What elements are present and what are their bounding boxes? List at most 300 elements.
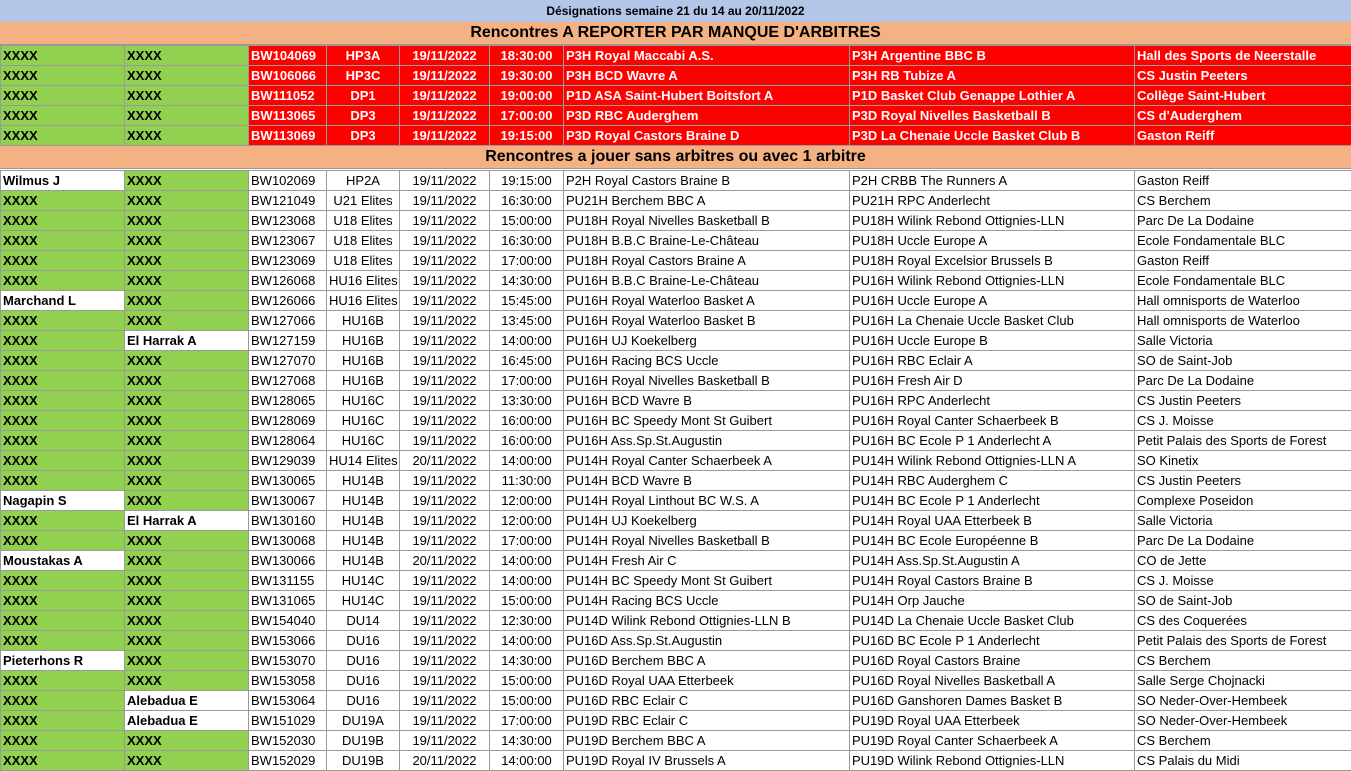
cell-cat: HU14B xyxy=(327,471,400,491)
cell-away: PU16H Uccle Europe B xyxy=(850,331,1135,351)
cell-ref2: XXXX xyxy=(125,491,249,511)
cell-date: 19/11/2022 xyxy=(400,631,490,651)
cell-cat: HU16C xyxy=(327,411,400,431)
cell-date: 19/11/2022 xyxy=(400,711,490,731)
cell-time: 17:00:00 xyxy=(490,106,564,126)
cell-home: PU16H Racing BCS Uccle xyxy=(564,351,850,371)
cell-date: 19/11/2022 xyxy=(400,591,490,611)
cell-date: 19/11/2022 xyxy=(400,251,490,271)
cell-time: 14:00:00 xyxy=(490,331,564,351)
cell-ref1: XXXX xyxy=(1,411,125,431)
cell-away: PU18H Uccle Europe A xyxy=(850,231,1135,251)
cell-home: P3D Royal Castors Braine D xyxy=(564,126,850,146)
cell-ref1: XXXX xyxy=(1,691,125,711)
cell-date: 19/11/2022 xyxy=(400,291,490,311)
cell-cat: U18 Elites xyxy=(327,251,400,271)
cell-code: BW127070 xyxy=(249,351,327,371)
cell-ref2: XXXX xyxy=(125,411,249,431)
cell-venue: Parc De La Dodaine xyxy=(1135,371,1351,391)
cell-cat: HP3A xyxy=(327,46,400,66)
cell-ref2: XXXX xyxy=(125,351,249,371)
cell-venue: Salle Victoria xyxy=(1135,511,1351,531)
cell-home: PU16H BC Speedy Mont St Guibert xyxy=(564,411,850,431)
match-row xyxy=(1,451,1351,471)
cell-code: BW111052 xyxy=(249,86,327,106)
cell-time: 17:00:00 xyxy=(490,371,564,391)
cell-venue: Ecole Fondamentale BLC xyxy=(1135,231,1351,251)
cell-cat: U18 Elites xyxy=(327,211,400,231)
cell-time: 14:00:00 xyxy=(490,631,564,651)
cell-home: PU19D RBC Eclair C xyxy=(564,711,850,731)
cell-ref2: XXXX xyxy=(125,731,249,751)
cell-ref1: XXXX xyxy=(1,271,125,291)
cell-code: BW127068 xyxy=(249,371,327,391)
cell-home: PU16H B.B.C Braine-Le-Château xyxy=(564,271,850,291)
cell-cat: HU14B xyxy=(327,511,400,531)
cell-ref1: XXXX xyxy=(1,106,125,126)
cell-venue: Parc De La Dodaine xyxy=(1135,211,1351,231)
cell-home: PU16D RBC Eclair C xyxy=(564,691,850,711)
cell-ref1: XXXX xyxy=(1,431,125,451)
cell-date: 19/11/2022 xyxy=(400,651,490,671)
cell-venue: Petit Palais des Sports de Forest xyxy=(1135,631,1351,651)
cell-time: 14:00:00 xyxy=(490,451,564,471)
cell-home: PU16D Ass.Sp.St.Augustin xyxy=(564,631,850,651)
match-row xyxy=(1,311,1351,331)
cell-away: PU16D Royal Castors Braine xyxy=(850,651,1135,671)
cell-date: 19/11/2022 xyxy=(400,311,490,331)
cell-away: PU14H Wilink Rebond Ottignies-LLN A xyxy=(850,451,1135,471)
cell-home: PU16H BCD Wavre B xyxy=(564,391,850,411)
cell-date: 19/11/2022 xyxy=(400,391,490,411)
cell-ref2: XXXX xyxy=(125,391,249,411)
cell-cat: DP3 xyxy=(327,106,400,126)
cell-ref1: XXXX xyxy=(1,311,125,331)
cell-venue: CS des Coquerées xyxy=(1135,611,1351,631)
cell-time: 12:30:00 xyxy=(490,611,564,631)
cell-away: PU16D Royal Nivelles Basketball A xyxy=(850,671,1135,691)
match-row xyxy=(1,471,1351,491)
cell-code: BW131065 xyxy=(249,591,327,611)
cell-ref1: XXXX xyxy=(1,671,125,691)
cell-date: 19/11/2022 xyxy=(400,671,490,691)
match-row xyxy=(1,631,1351,651)
cell-date: 19/11/2022 xyxy=(400,531,490,551)
cell-away: PU19D Royal Canter Schaerbeek A xyxy=(850,731,1135,751)
cell-code: BW106066 xyxy=(249,66,327,86)
cell-home: PU14H BC Speedy Mont St Guibert xyxy=(564,571,850,591)
cell-ref2: XXXX xyxy=(125,631,249,651)
cell-cat: HP2A xyxy=(327,171,400,191)
cell-time: 12:00:00 xyxy=(490,491,564,511)
match-row xyxy=(1,611,1351,631)
postponed-row xyxy=(1,66,1351,86)
match-row xyxy=(1,251,1351,271)
postponed-row xyxy=(1,106,1351,126)
cell-code: BW126068 xyxy=(249,271,327,291)
cell-away: PU16H RBC Eclair A xyxy=(850,351,1135,371)
cell-ref2: Alebadua E xyxy=(125,711,249,731)
cell-code: BW129039 xyxy=(249,451,327,471)
cell-ref2: XXXX xyxy=(125,171,249,191)
cell-time: 15:00:00 xyxy=(490,211,564,231)
cell-code: BW113069 xyxy=(249,126,327,146)
cell-date: 19/11/2022 xyxy=(400,191,490,211)
cell-date: 19/11/2022 xyxy=(400,126,490,146)
cell-home: PU14H Royal Linthout BC W.S. A xyxy=(564,491,850,511)
match-row xyxy=(1,551,1351,571)
cell-venue: CS Berchem xyxy=(1135,731,1351,751)
cell-home: PU18H Royal Castors Braine A xyxy=(564,251,850,271)
cell-home: PU16D Berchem BBC A xyxy=(564,651,850,671)
cell-code: BW153070 xyxy=(249,651,327,671)
cell-code: BW121049 xyxy=(249,191,327,211)
cell-away: PU16H Fresh Air D xyxy=(850,371,1135,391)
cell-cat: DU14 xyxy=(327,611,400,631)
cell-ref2: XXXX xyxy=(125,251,249,271)
cell-venue: Salle Serge Chojnacki xyxy=(1135,671,1351,691)
cell-cat: DU16 xyxy=(327,651,400,671)
cell-venue: SO Neder-Over-Hembeek xyxy=(1135,691,1351,711)
cell-away: PU16H BC Ecole P 1 Anderlecht A xyxy=(850,431,1135,451)
cell-venue: CS d'Auderghem xyxy=(1135,106,1351,126)
cell-ref1: XXXX xyxy=(1,711,125,731)
cell-code: BW151029 xyxy=(249,711,327,731)
match-row xyxy=(1,291,1351,311)
cell-cat: HU16B xyxy=(327,311,400,331)
cell-ref1: XXXX xyxy=(1,331,125,351)
cell-time: 16:30:00 xyxy=(490,231,564,251)
cell-home: PU16H Ass.Sp.St.Augustin xyxy=(564,431,850,451)
match-row xyxy=(1,271,1351,291)
cell-ref2: XXXX xyxy=(125,451,249,471)
cell-away: PU21H RPC Anderlecht xyxy=(850,191,1135,211)
cell-date: 19/11/2022 xyxy=(400,231,490,251)
cell-time: 14:30:00 xyxy=(490,271,564,291)
cell-away: PU14H BC Ecole P 1 Anderlecht xyxy=(850,491,1135,511)
cell-code: BW104069 xyxy=(249,46,327,66)
cell-away: PU19D Royal UAA Etterbeek xyxy=(850,711,1135,731)
cell-time: 19:15:00 xyxy=(490,171,564,191)
cell-ref2: XXXX xyxy=(125,431,249,451)
cell-code: BW130065 xyxy=(249,471,327,491)
cell-time: 14:00:00 xyxy=(490,571,564,591)
cell-away: PU14H Ass.Sp.St.Augustin A xyxy=(850,551,1135,571)
cell-date: 20/11/2022 xyxy=(400,551,490,571)
cell-ref1: XXXX xyxy=(1,86,125,106)
cell-away: PU18H Wilink Rebond Ottignies-LLN xyxy=(850,211,1135,231)
cell-time: 18:30:00 xyxy=(490,46,564,66)
cell-home: PU14H UJ Koekelberg xyxy=(564,511,850,531)
cell-ref2: XXXX xyxy=(125,106,249,126)
cell-date: 19/11/2022 xyxy=(400,66,490,86)
postponed-table xyxy=(0,45,1351,146)
cell-date: 19/11/2022 xyxy=(400,431,490,451)
cell-date: 20/11/2022 xyxy=(400,751,490,771)
cell-venue: Complexe Poseidon xyxy=(1135,491,1351,511)
postponed-row xyxy=(1,46,1351,66)
cell-home: PU14H Fresh Air C xyxy=(564,551,850,571)
cell-cat: DU16 xyxy=(327,691,400,711)
cell-home: P2H Royal Castors Braine B xyxy=(564,171,850,191)
cell-cat: DU19B xyxy=(327,731,400,751)
cell-away: PU16H Wilink Rebond Ottignies-LLN xyxy=(850,271,1135,291)
cell-time: 17:00:00 xyxy=(490,711,564,731)
cell-time: 19:30:00 xyxy=(490,66,564,86)
cell-away: PU14H Royal Castors Braine B xyxy=(850,571,1135,591)
cell-date: 19/11/2022 xyxy=(400,611,490,631)
cell-venue: SO Kinetix xyxy=(1135,451,1351,471)
cell-time: 19:15:00 xyxy=(490,126,564,146)
cell-cat: HU16C xyxy=(327,431,400,451)
cell-date: 19/11/2022 xyxy=(400,271,490,291)
cell-date: 20/11/2022 xyxy=(400,451,490,471)
cell-date: 19/11/2022 xyxy=(400,211,490,231)
cell-code: BW123068 xyxy=(249,211,327,231)
cell-venue: CS J. Moisse xyxy=(1135,571,1351,591)
cell-ref2: XXXX xyxy=(125,66,249,86)
cell-away: P3H Argentine BBC B xyxy=(850,46,1135,66)
cell-cat: HU14B xyxy=(327,491,400,511)
cell-venue: Gaston Reiff xyxy=(1135,251,1351,271)
section-postponed-title: Rencontres A REPORTER PAR MANQUE D'ARBITRES xyxy=(0,22,1351,45)
cell-cat: HU14C xyxy=(327,591,400,611)
cell-ref2: XXXX xyxy=(125,311,249,331)
cell-cat: HU14B xyxy=(327,551,400,571)
cell-time: 13:45:00 xyxy=(490,311,564,331)
cell-date: 19/11/2022 xyxy=(400,471,490,491)
cell-ref2: Alebadua E xyxy=(125,691,249,711)
cell-cat: HU14 Elites xyxy=(327,451,400,471)
cell-home: PU16H Royal Waterloo Basket A xyxy=(564,291,850,311)
cell-cat: HU16 Elites xyxy=(327,291,400,311)
cell-home: PU18H B.B.C Braine-Le-Château xyxy=(564,231,850,251)
cell-venue: Hall des Sports de Neerstalle xyxy=(1135,46,1351,66)
cell-venue: CO de Jette xyxy=(1135,551,1351,571)
cell-away: PU14H BC Ecole Européenne B xyxy=(850,531,1135,551)
cell-ref1: XXXX xyxy=(1,511,125,531)
cell-ref1: Nagapin S xyxy=(1,491,125,511)
cell-home: PU14H Royal Nivelles Basketball B xyxy=(564,531,850,551)
cell-ref2: XXXX xyxy=(125,531,249,551)
cell-time: 13:30:00 xyxy=(490,391,564,411)
match-row xyxy=(1,351,1351,371)
match-row xyxy=(1,371,1351,391)
cell-ref1: XXXX xyxy=(1,631,125,651)
cell-time: 15:00:00 xyxy=(490,671,564,691)
match-row xyxy=(1,751,1351,771)
match-row xyxy=(1,191,1351,211)
cell-home: PU14H BCD Wavre B xyxy=(564,471,850,491)
cell-code: BW152030 xyxy=(249,731,327,751)
cell-away: PU16D Ganshoren Dames Basket B xyxy=(850,691,1135,711)
cell-home: P3D RBC Auderghem xyxy=(564,106,850,126)
cell-venue: SO de Saint-Job xyxy=(1135,591,1351,611)
cell-cat: DU19A xyxy=(327,711,400,731)
cell-date: 19/11/2022 xyxy=(400,46,490,66)
cell-home: P3H Royal Maccabi A.S. xyxy=(564,46,850,66)
cell-code: BW127066 xyxy=(249,311,327,331)
cell-away: PU16H La Chenaie Uccle Basket Club xyxy=(850,311,1135,331)
cell-cat: DU16 xyxy=(327,631,400,651)
cell-ref2: XXXX xyxy=(125,611,249,631)
cell-cat: DU19B xyxy=(327,751,400,771)
cell-venue: Hall omnisports de Waterloo xyxy=(1135,291,1351,311)
cell-away: P3D Royal Nivelles Basketball B xyxy=(850,106,1135,126)
cell-ref1: Wilmus J xyxy=(1,171,125,191)
cell-venue: SO de Saint-Job xyxy=(1135,351,1351,371)
cell-date: 19/11/2022 xyxy=(400,571,490,591)
cell-ref1: XXXX xyxy=(1,191,125,211)
cell-date: 19/11/2022 xyxy=(400,106,490,126)
cell-home: P3H BCD Wavre A xyxy=(564,66,850,86)
cell-venue: CS Palais du Midi xyxy=(1135,751,1351,771)
cell-away: PU14H RBC Auderghem C xyxy=(850,471,1135,491)
cell-code: BW127159 xyxy=(249,331,327,351)
cell-venue: Gaston Reiff xyxy=(1135,171,1351,191)
cell-home: PU16H UJ Koekelberg xyxy=(564,331,850,351)
match-row xyxy=(1,431,1351,451)
cell-date: 19/11/2022 xyxy=(400,331,490,351)
cell-home: PU16H Royal Waterloo Basket B xyxy=(564,311,850,331)
cell-venue: CS Berchem xyxy=(1135,651,1351,671)
cell-code: BW153064 xyxy=(249,691,327,711)
cell-cat: HU16 Elites xyxy=(327,271,400,291)
cell-away: PU18H Royal Excelsior Brussels B xyxy=(850,251,1135,271)
cell-ref1: XXXX xyxy=(1,126,125,146)
cell-code: BW102069 xyxy=(249,171,327,191)
cell-date: 19/11/2022 xyxy=(400,731,490,751)
cell-code: BW113065 xyxy=(249,106,327,126)
cell-code: BW152029 xyxy=(249,751,327,771)
cell-code: BW126066 xyxy=(249,291,327,311)
cell-away: PU14H Orp Jauche xyxy=(850,591,1135,611)
match-row xyxy=(1,231,1351,251)
cell-venue: Hall omnisports de Waterloo xyxy=(1135,311,1351,331)
cell-ref1: XXXX xyxy=(1,571,125,591)
cell-time: 16:00:00 xyxy=(490,411,564,431)
cell-cat: DU16 xyxy=(327,671,400,691)
cell-ref1: XXXX xyxy=(1,251,125,271)
cell-time: 15:00:00 xyxy=(490,591,564,611)
cell-home: PU14H Royal Canter Schaerbeek A xyxy=(564,451,850,471)
cell-home: PU21H Berchem BBC A xyxy=(564,191,850,211)
cell-home: PU16D Royal UAA Etterbeek xyxy=(564,671,850,691)
cell-away: PU16H RPC Anderlecht xyxy=(850,391,1135,411)
cell-code: BW130068 xyxy=(249,531,327,551)
cell-ref1: Moustakas A xyxy=(1,551,125,571)
match-row xyxy=(1,671,1351,691)
cell-cat: HU14C xyxy=(327,571,400,591)
cell-code: BW153058 xyxy=(249,671,327,691)
cell-away: PU14H Royal UAA Etterbeek B xyxy=(850,511,1135,531)
match-row xyxy=(1,731,1351,751)
cell-away: PU16H Royal Canter Schaerbeek B xyxy=(850,411,1135,431)
cell-code: BW128065 xyxy=(249,391,327,411)
cell-ref2: XXXX xyxy=(125,291,249,311)
cell-ref2: XXXX xyxy=(125,271,249,291)
cell-ref1: XXXX xyxy=(1,731,125,751)
cell-time: 12:00:00 xyxy=(490,511,564,531)
cell-date: 19/11/2022 xyxy=(400,371,490,391)
cell-date: 19/11/2022 xyxy=(400,411,490,431)
cell-code: BW130066 xyxy=(249,551,327,571)
cell-away: PU19D Wilink Rebond Ottignies-LLN xyxy=(850,751,1135,771)
cell-venue: SO Neder-Over-Hembeek xyxy=(1135,711,1351,731)
cell-time: 14:30:00 xyxy=(490,651,564,671)
cell-cat: DP1 xyxy=(327,86,400,106)
page-title: Désignations semaine 21 du 14 au 20/11/2022 xyxy=(0,0,1351,23)
cell-cat: HU16B xyxy=(327,331,400,351)
cell-time: 14:00:00 xyxy=(490,751,564,771)
cell-home: PU19D Royal IV Brussels A xyxy=(564,751,850,771)
cell-time: 16:45:00 xyxy=(490,351,564,371)
cell-venue: CS Justin Peeters xyxy=(1135,66,1351,86)
cell-ref2: XXXX xyxy=(125,571,249,591)
cell-ref1: XXXX xyxy=(1,611,125,631)
cell-ref1: XXXX xyxy=(1,351,125,371)
cell-date: 19/11/2022 xyxy=(400,86,490,106)
cell-date: 19/11/2022 xyxy=(400,351,490,371)
cell-home: PU18H Royal Nivelles Basketball B xyxy=(564,211,850,231)
postponed-row xyxy=(1,126,1351,146)
match-row xyxy=(1,391,1351,411)
match-row xyxy=(1,711,1351,731)
cell-away: P2H CRBB The Runners A xyxy=(850,171,1135,191)
cell-time: 17:00:00 xyxy=(490,531,564,551)
section-noref-title: Rencontres a jouer sans arbitres ou avec 1 arbitre xyxy=(0,146,1351,169)
cell-ref2: XXXX xyxy=(125,211,249,231)
cell-cat: HU16B xyxy=(327,371,400,391)
cell-ref1: XXXX xyxy=(1,471,125,491)
cell-ref2: XXXX xyxy=(125,46,249,66)
cell-away: PU14D La Chenaie Uccle Basket Club xyxy=(850,611,1135,631)
cell-venue: Gaston Reiff xyxy=(1135,126,1351,146)
cell-cat: U21 Elites xyxy=(327,191,400,211)
cell-ref2: XXXX xyxy=(125,591,249,611)
cell-home: PU14D Wilink Rebond Ottignies-LLN B xyxy=(564,611,850,631)
cell-ref1: XXXX xyxy=(1,211,125,231)
cell-time: 16:00:00 xyxy=(490,431,564,451)
match-row xyxy=(1,491,1351,511)
match-row xyxy=(1,171,1351,191)
cell-ref1: Marchand L xyxy=(1,291,125,311)
cell-code: BW123069 xyxy=(249,251,327,271)
cell-date: 19/11/2022 xyxy=(400,171,490,191)
match-row xyxy=(1,651,1351,671)
cell-ref1: XXXX xyxy=(1,531,125,551)
cell-ref1: XXXX xyxy=(1,451,125,471)
cell-ref2: El Harrak A xyxy=(125,511,249,531)
cell-ref1: XXXX xyxy=(1,751,125,771)
cell-ref2: XXXX xyxy=(125,651,249,671)
cell-ref1: XXXX xyxy=(1,591,125,611)
match-row xyxy=(1,531,1351,551)
cell-home: PU14H Racing BCS Uccle xyxy=(564,591,850,611)
cell-ref2: XXXX xyxy=(125,126,249,146)
cell-venue: Collège Saint-Hubert xyxy=(1135,86,1351,106)
cell-away: P3H RB Tubize A xyxy=(850,66,1135,86)
cell-home: P1D ASA Saint-Hubert Boitsfort A xyxy=(564,86,850,106)
cell-code: BW131155 xyxy=(249,571,327,591)
postponed-row xyxy=(1,86,1351,106)
cell-date: 19/11/2022 xyxy=(400,491,490,511)
cell-time: 14:00:00 xyxy=(490,551,564,571)
cell-venue: Salle Victoria xyxy=(1135,331,1351,351)
cell-code: BW128064 xyxy=(249,431,327,451)
cell-home: PU19D Berchem BBC A xyxy=(564,731,850,751)
match-row xyxy=(1,571,1351,591)
